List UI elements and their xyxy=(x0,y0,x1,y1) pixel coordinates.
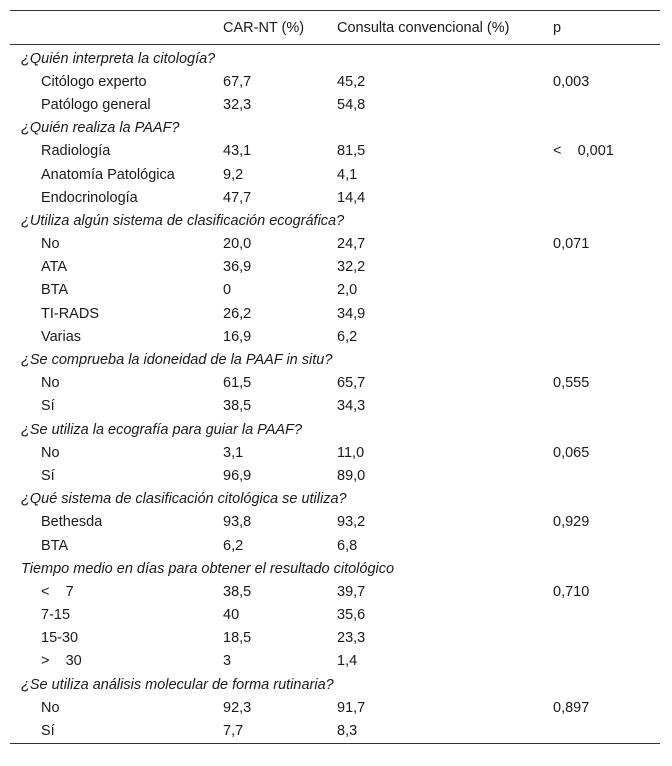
row-label: No xyxy=(41,444,60,461)
data-table-container xyxy=(10,10,660,744)
section-row xyxy=(10,209,660,232)
car-nt-value: 47,7 xyxy=(223,189,252,206)
consulta-value: 93,2 xyxy=(337,514,366,531)
row-label: No xyxy=(41,375,60,392)
consulta-value: 35,6 xyxy=(337,607,366,624)
table-row xyxy=(10,372,660,395)
consulta-value: 8,3 xyxy=(337,719,553,743)
p-value xyxy=(553,719,660,743)
row-label: Sí xyxy=(41,398,55,415)
consulta-value: 14,4 xyxy=(337,189,366,206)
table-row xyxy=(10,441,660,464)
p-value xyxy=(553,395,660,418)
p-value xyxy=(553,325,660,348)
p-value: 0,710 xyxy=(553,583,590,600)
p-value xyxy=(553,163,660,186)
header-p-value: p xyxy=(553,11,660,45)
survey-comparison-table xyxy=(10,10,660,744)
row-label: Bethesda xyxy=(41,514,103,531)
table-row xyxy=(10,696,660,719)
car-nt-value: 40 xyxy=(223,607,240,624)
table-body xyxy=(10,45,660,744)
table-row xyxy=(10,395,660,418)
section-row xyxy=(10,418,660,441)
table-row xyxy=(10,302,660,325)
table-row xyxy=(10,163,660,186)
p-value xyxy=(553,93,660,116)
p-value xyxy=(553,650,660,673)
table-row xyxy=(10,140,660,163)
row-label: Anatomía Patológica xyxy=(41,166,175,183)
p-value xyxy=(553,279,660,302)
car-nt-value: 3 xyxy=(223,653,232,670)
consulta-value: 1,4 xyxy=(337,653,358,670)
table-row xyxy=(10,70,660,93)
row-label: Varias xyxy=(41,328,82,345)
table-row xyxy=(10,325,660,348)
row-label: Radiología xyxy=(41,143,111,160)
p-value: < 0,001 xyxy=(553,143,614,160)
section-title: ¿Se utiliza la ecografía para guiar la PAAF? xyxy=(21,421,303,438)
section-title: ¿Se comprueba la idoneidad de la PAAF in situ? xyxy=(21,352,333,369)
consulta-value: 6,2 xyxy=(337,328,358,345)
table-row xyxy=(10,719,660,743)
table-row xyxy=(10,534,660,557)
p-value: 0,929 xyxy=(553,514,590,531)
car-nt-value: 26,2 xyxy=(223,305,252,322)
row-label: TI-RADS xyxy=(41,305,99,322)
section-row xyxy=(10,117,660,140)
row-label: No xyxy=(41,699,60,716)
consulta-value: 24,7 xyxy=(337,236,366,253)
table-row xyxy=(10,627,660,650)
header-row xyxy=(10,11,660,45)
section-row xyxy=(10,673,660,696)
row-label: ATA xyxy=(41,259,68,276)
car-nt-value: 6,2 xyxy=(223,537,244,554)
row-label: < 7 xyxy=(41,583,74,600)
car-nt-value: 92,3 xyxy=(223,699,252,716)
row-label: > 30 xyxy=(41,653,82,670)
p-value xyxy=(553,464,660,487)
consulta-value: 23,3 xyxy=(337,630,366,647)
car-nt-value: 96,9 xyxy=(223,467,252,484)
row-label: Sí xyxy=(41,467,55,484)
car-nt-value: 38,5 xyxy=(223,583,252,600)
car-nt-value: 61,5 xyxy=(223,375,252,392)
section-row xyxy=(10,557,660,580)
consulta-value: 39,7 xyxy=(337,583,366,600)
table-row xyxy=(10,604,660,627)
consulta-value: 32,2 xyxy=(337,259,366,276)
p-value: 0,003 xyxy=(553,73,590,90)
car-nt-value: 9,2 xyxy=(223,166,244,183)
table-row xyxy=(10,233,660,256)
p-value xyxy=(553,186,660,209)
car-nt-value: 7,7 xyxy=(223,719,337,743)
p-value: 0,555 xyxy=(553,375,590,392)
car-nt-value: 38,5 xyxy=(223,398,252,415)
consulta-value: 4,1 xyxy=(337,166,358,183)
section-title: ¿Utiliza algún sistema de clasificación ecográfica? xyxy=(21,212,345,229)
p-value xyxy=(553,534,660,557)
table-header xyxy=(10,11,660,45)
car-nt-value: 16,9 xyxy=(223,328,252,345)
row-label: Endocrinología xyxy=(41,189,138,206)
p-value xyxy=(553,604,660,627)
p-value xyxy=(553,627,660,650)
header-consulta-convencional: Consulta convencional (%) xyxy=(337,11,553,45)
consulta-value: 2,0 xyxy=(337,282,358,299)
consulta-value: 89,0 xyxy=(337,467,366,484)
consulta-value: 34,9 xyxy=(337,305,366,322)
section-title: ¿Se utiliza análisis molecular de forma rutinaria? xyxy=(21,676,334,693)
table-row xyxy=(10,464,660,487)
table-row xyxy=(10,279,660,302)
car-nt-value: 36,9 xyxy=(223,259,252,276)
row-label: Citólogo experto xyxy=(41,73,147,90)
table-row xyxy=(10,186,660,209)
section-row xyxy=(10,45,660,71)
row-label: BTA xyxy=(41,537,69,554)
table-row xyxy=(10,93,660,116)
section-title: ¿Quién realiza la PAAF? xyxy=(21,120,180,137)
header-car-nt: CAR-NT (%) xyxy=(223,11,337,45)
header-empty xyxy=(10,11,223,45)
row-label: No xyxy=(41,236,60,253)
car-nt-value: 3,1 xyxy=(223,444,244,461)
car-nt-value: 32,3 xyxy=(223,96,252,113)
consulta-value: 6,8 xyxy=(337,537,358,554)
car-nt-value: 43,1 xyxy=(223,143,252,160)
consulta-value: 65,7 xyxy=(337,375,366,392)
section-title: Tiempo medio en días para obtener el resultado citológico xyxy=(21,560,395,577)
table-row xyxy=(10,650,660,673)
car-nt-value: 20,0 xyxy=(223,236,252,253)
section-title: ¿Qué sistema de clasificación citológica se utiliza? xyxy=(21,491,347,508)
p-value xyxy=(553,256,660,279)
section-title: ¿Quién interpreta la citología? xyxy=(21,50,216,67)
table-row xyxy=(10,256,660,279)
row-label: Sí xyxy=(10,719,223,743)
section-row xyxy=(10,348,660,371)
p-value: 0,065 xyxy=(553,444,590,461)
p-value: 0,071 xyxy=(553,236,590,253)
table-row xyxy=(10,580,660,603)
p-value xyxy=(553,302,660,325)
table-row xyxy=(10,511,660,534)
consulta-value: 11,0 xyxy=(337,444,365,461)
car-nt-value: 18,5 xyxy=(223,630,252,647)
car-nt-value: 67,7 xyxy=(223,73,252,90)
row-label: Patólogo general xyxy=(41,96,151,113)
row-label: BTA xyxy=(41,282,69,299)
consulta-value: 91,7 xyxy=(337,699,366,716)
row-label: 15-30 xyxy=(41,630,79,647)
consulta-value: 45,2 xyxy=(337,73,366,90)
car-nt-value: 93,8 xyxy=(223,514,252,531)
section-row xyxy=(10,488,660,511)
consulta-value: 81,5 xyxy=(337,143,366,160)
car-nt-value: 0 xyxy=(223,282,232,299)
p-value: 0,897 xyxy=(553,699,590,716)
consulta-value: 54,8 xyxy=(337,96,366,113)
row-label: 7-15 xyxy=(41,607,71,624)
consulta-value: 34,3 xyxy=(337,398,366,415)
